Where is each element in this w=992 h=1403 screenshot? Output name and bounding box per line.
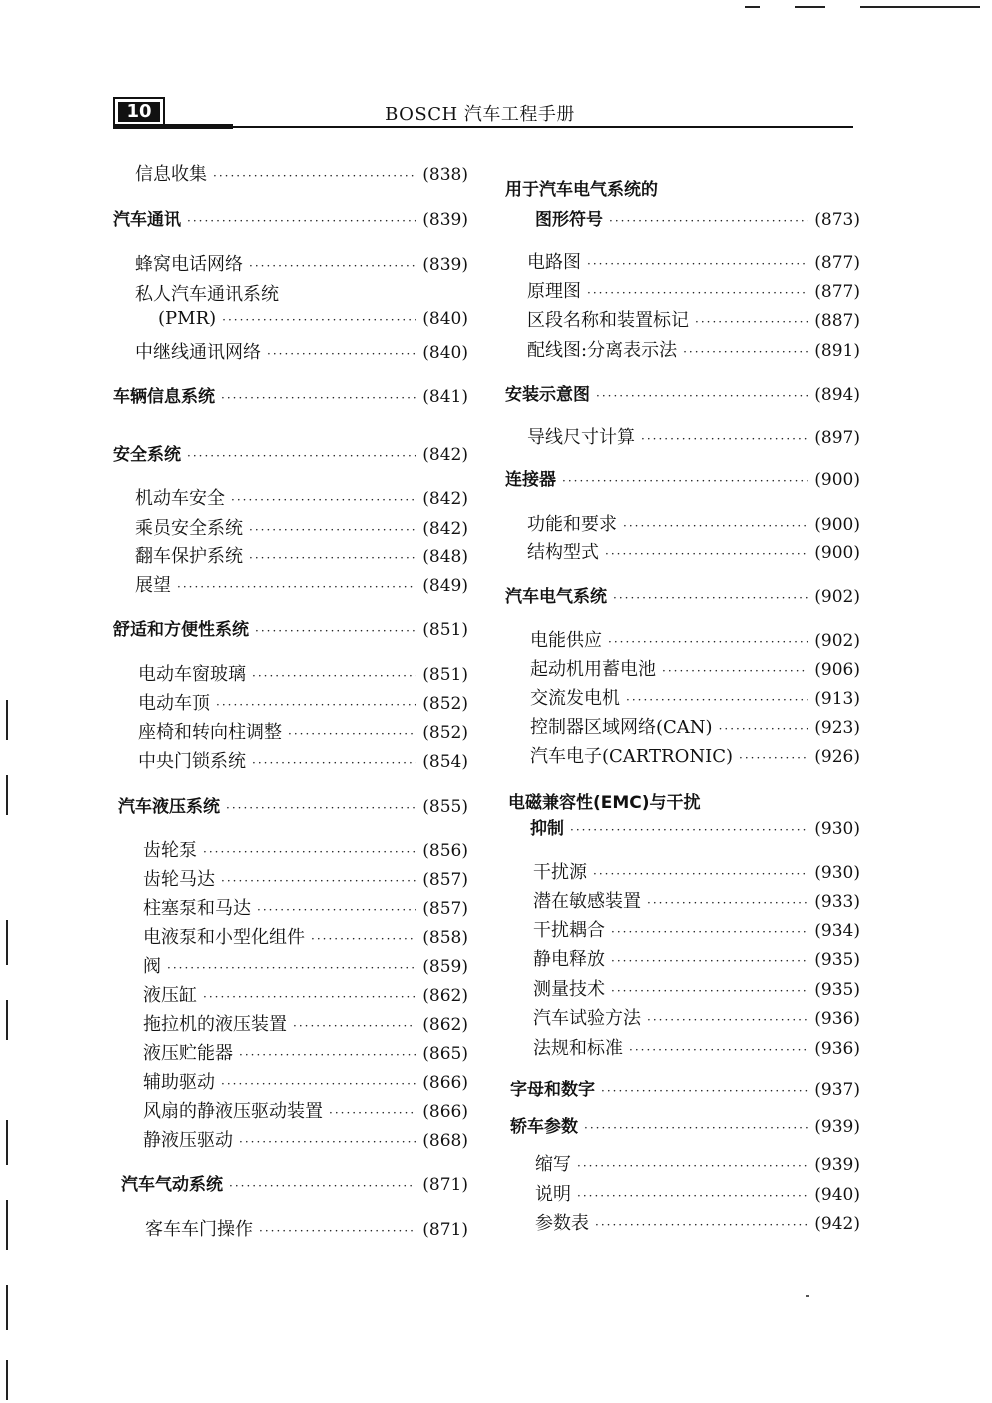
toc-entry <box>505 713 860 739</box>
leader-dots <box>187 449 416 463</box>
toc-entry <box>505 248 860 274</box>
toc-entry-page: (902) <box>814 587 860 607</box>
toc-entry-page: (840) <box>422 343 468 363</box>
toc-entry-page: (857) <box>422 899 468 919</box>
scan-mark <box>6 700 8 740</box>
toc-section-entry <box>505 465 860 490</box>
toc-entry <box>113 660 468 686</box>
leader-dots <box>647 896 808 910</box>
toc-entry <box>505 742 860 768</box>
toc-entry <box>113 923 468 949</box>
toc-entry-page: (940) <box>814 1185 860 1205</box>
toc-entry <box>505 1150 860 1176</box>
leader-dots <box>203 990 416 1004</box>
toc-entry <box>505 1034 860 1060</box>
toc-entry-page: (906) <box>814 660 860 680</box>
toc-entry-title: 汽车电子(CARTRONIC) <box>530 746 734 767</box>
toc-entry <box>113 981 468 1007</box>
toc-entry-page: (854) <box>422 752 468 772</box>
leader-dots <box>167 961 416 975</box>
toc-entry-title: 轿车参数 <box>510 1117 578 1137</box>
toc-entry-title: 法规和标准 <box>533 1038 623 1059</box>
toc-entry-title: 干扰源 <box>533 862 587 883</box>
toc-entry <box>113 338 468 364</box>
toc-entry-title: 液压缸 <box>143 985 197 1006</box>
toc-entry-title: 电动车窗玻璃 <box>138 664 246 685</box>
toc-entry-page: (871) <box>422 1220 468 1240</box>
toc-entry-page: (858) <box>422 928 468 948</box>
toc-entry-page: (900) <box>814 543 860 563</box>
toc-entry-title: 柱塞泵和马达 <box>143 898 251 919</box>
toc-entry-page: (930) <box>814 863 860 883</box>
toc-section-entry <box>505 1112 860 1137</box>
toc-entry-title: 干扰耦合 <box>533 920 605 941</box>
toc-entry <box>113 894 468 920</box>
toc-section-entry <box>505 175 860 200</box>
toc-entry-title: 蜂窝电话网络 <box>135 254 243 275</box>
toc-entry-title: 阀 <box>143 956 161 977</box>
header-rule <box>113 126 853 128</box>
toc-entry-page: (842) <box>422 489 468 509</box>
toc-entry-title: 图形符号 <box>535 210 603 230</box>
leader-dots <box>249 259 416 273</box>
toc-entry-page: (839) <box>422 255 468 275</box>
scan-mark <box>6 775 8 815</box>
leader-dots <box>249 551 416 565</box>
toc-entry <box>113 1126 468 1152</box>
toc-entry-title: 电动车顶 <box>138 693 210 714</box>
toc-entry-page: (866) <box>422 1073 468 1093</box>
toc-entry <box>505 423 860 449</box>
leader-dots <box>222 313 416 327</box>
leader-dots <box>683 345 808 359</box>
toc-entry <box>505 887 860 913</box>
toc-entry-title: 液压贮能器 <box>143 1043 233 1064</box>
toc-entry-title: 区段名称和装置标记 <box>527 310 689 331</box>
toc-entry-title: 展望 <box>135 575 171 596</box>
leader-dots <box>626 693 808 707</box>
toc-entry-title: 静液压驱动 <box>143 1130 233 1151</box>
toc-entry-title: 结构型式 <box>527 542 599 563</box>
toc-entry-page: (935) <box>814 950 860 970</box>
toc-entry-page: (913) <box>814 689 860 709</box>
toc-entry-page: (866) <box>422 1102 468 1122</box>
toc-entry <box>505 510 860 536</box>
toc-entry-title: 汽车液压系统 <box>118 797 220 817</box>
leader-dots <box>259 1224 416 1238</box>
leader-dots <box>611 984 808 998</box>
toc-entry-page: (926) <box>814 747 860 767</box>
scan-mark <box>6 920 8 965</box>
toc-entry-page: (937) <box>814 1080 860 1100</box>
toc-section-entry <box>505 1075 860 1100</box>
toc-entry-page: (852) <box>422 694 468 714</box>
toc-entry-page: (868) <box>422 1131 468 1151</box>
toc-entry-page: (877) <box>814 253 860 273</box>
toc-entry-page: (933) <box>814 892 860 912</box>
toc-section-entry <box>505 788 860 813</box>
toc-entry-title: 抑制 <box>530 819 564 839</box>
toc-entry <box>113 280 468 306</box>
scan-mark <box>860 6 980 8</box>
page-number: 10 <box>118 102 160 122</box>
toc-entry-page: (871) <box>422 1175 468 1195</box>
toc-section-entry <box>113 205 468 230</box>
toc-entry-title: 电液泵和小型化组件 <box>143 927 305 948</box>
toc-entry-page: (939) <box>814 1117 860 1137</box>
leader-dots <box>257 903 416 917</box>
toc-entry-title: 安装示意图 <box>505 385 590 405</box>
leader-dots <box>605 547 808 561</box>
leader-dots <box>695 315 808 329</box>
leader-dots <box>177 580 416 594</box>
leader-dots <box>249 523 416 537</box>
toc-entry-page: (857) <box>422 870 468 890</box>
scan-mark <box>795 6 825 8</box>
leader-dots <box>267 347 416 361</box>
toc-entry-title: 电能供应 <box>530 630 602 651</box>
leader-dots <box>584 1121 808 1135</box>
toc-entry-title: 风扇的静液压驱动装置 <box>143 1101 323 1122</box>
leader-dots <box>203 845 416 859</box>
toc-entry-title: 交流发电机 <box>530 688 620 709</box>
toc-section-entry <box>113 440 468 465</box>
leader-dots <box>213 169 416 183</box>
toc-entry-page: (936) <box>814 1039 860 1059</box>
toc-entry-page: (852) <box>422 723 468 743</box>
leader-dots <box>587 286 808 300</box>
toc-entry-page: (849) <box>422 576 468 596</box>
scan-mark <box>6 1360 8 1400</box>
page-number-badge <box>113 97 165 127</box>
toc-entry-title: 汽车试验方法 <box>533 1008 641 1029</box>
toc-entry-page: (851) <box>422 665 468 685</box>
toc-entry-page: (839) <box>422 210 468 230</box>
toc-entry-title: 乘员安全系统 <box>135 518 243 539</box>
toc-entry-title: 中央门锁系统 <box>138 751 246 772</box>
toc-section-entry <box>505 205 860 230</box>
leader-dots <box>609 214 808 228</box>
toc-entry-title: 字母和数字 <box>510 1080 595 1100</box>
leader-dots <box>311 932 416 946</box>
toc-section-entry <box>113 615 468 640</box>
toc-entry-page: (873) <box>814 210 860 230</box>
leader-dots <box>229 1179 416 1193</box>
toc-entry <box>505 1209 860 1235</box>
toc-entry-page: (855) <box>422 797 468 817</box>
toc-entry-title: 信息收集 <box>135 164 207 185</box>
toc-entry <box>505 858 860 884</box>
toc-entry-page: (862) <box>422 986 468 1006</box>
toc-entry-title: 连接器 <box>505 470 556 490</box>
leader-dots <box>221 1077 416 1091</box>
toc-entry-page: (935) <box>814 980 860 1000</box>
toc-entry-title: 配线图:分离表示法 <box>527 340 678 361</box>
toc-entry <box>505 538 860 564</box>
leader-dots <box>216 698 416 712</box>
leader-dots <box>221 391 416 405</box>
toc-entry-title: 说明 <box>535 1184 571 1205</box>
leader-dots <box>329 1106 416 1120</box>
leader-dots <box>719 722 809 736</box>
toc-entry-page: (838) <box>422 165 468 185</box>
leader-dots <box>293 1019 416 1033</box>
toc-entry <box>505 1004 860 1030</box>
leader-dots <box>595 1218 808 1232</box>
toc-entry <box>113 747 468 773</box>
toc-entry-page: (891) <box>814 341 860 361</box>
toc-section-entry <box>113 792 468 817</box>
toc-entry <box>505 916 860 942</box>
toc-section-entry <box>113 1170 468 1195</box>
toc-entry <box>113 571 468 597</box>
toc-entry-title: 汽车通讯 <box>113 210 181 230</box>
toc-entry <box>113 1039 468 1065</box>
toc-entry-page: (842) <box>422 519 468 539</box>
leader-dots <box>587 257 808 271</box>
toc-entry-title: 安全系统 <box>113 445 181 465</box>
toc-entry-title: 汽车气动系统 <box>121 1175 223 1195</box>
toc-entry-page: (900) <box>814 470 860 490</box>
toc-entry <box>113 514 468 540</box>
toc-entry <box>505 945 860 971</box>
toc-entry-page: (851) <box>422 620 468 640</box>
toc-entry-title: 导线尺寸计算 <box>527 427 635 448</box>
leader-dots <box>239 1135 416 1149</box>
leader-dots <box>577 1189 808 1203</box>
toc-entry <box>505 684 860 710</box>
toc-entry-title: 齿轮泵 <box>143 840 197 861</box>
leader-dots <box>613 591 808 605</box>
toc-entry-title: 客车车门操作 <box>145 1219 253 1240</box>
toc-section-entry <box>505 814 860 839</box>
toc-section-entry <box>505 380 860 405</box>
leader-dots <box>562 474 808 488</box>
toc-entry <box>113 1068 468 1094</box>
toc-entry-title: 拖拉机的液压装置 <box>143 1014 287 1035</box>
toc-entry-title: 舒适和方便性系统 <box>113 620 249 640</box>
toc-entry-page: (862) <box>422 1015 468 1035</box>
toc-entry <box>113 484 468 510</box>
toc-entry <box>113 250 468 276</box>
toc-entry-page: (936) <box>814 1009 860 1029</box>
toc-entry-title: (PMR) <box>158 308 217 329</box>
toc-entry-page: (939) <box>814 1155 860 1175</box>
toc-entry-title: 测量技术 <box>533 979 605 1000</box>
leader-dots <box>593 867 808 881</box>
toc-entry <box>113 689 468 715</box>
toc-entry-page: (897) <box>814 428 860 448</box>
toc-entry <box>505 306 860 332</box>
leader-dots <box>187 214 416 228</box>
leader-dots <box>239 1048 416 1062</box>
toc-entry-title: 私人汽车通讯系统 <box>135 284 279 305</box>
leader-dots <box>288 727 416 741</box>
toc-entry-title: 参数表 <box>535 1213 589 1234</box>
leader-dots <box>629 1043 808 1057</box>
toc-entry-title: 电磁兼容性(EMC)与干扰 <box>508 793 701 813</box>
toc-entry <box>505 277 860 303</box>
toc-entry-page: (865) <box>422 1044 468 1064</box>
leader-dots <box>611 954 808 968</box>
scan-mark <box>6 1200 8 1250</box>
toc-entry-page: (856) <box>422 841 468 861</box>
toc-entry-title: 车辆信息系统 <box>113 387 215 407</box>
toc-entry <box>113 542 468 568</box>
leader-dots <box>252 669 416 683</box>
leader-dots <box>255 624 416 638</box>
toc-entry-title: 辅助驱动 <box>143 1072 215 1093</box>
toc-entry-title: 功能和要求 <box>527 514 617 535</box>
toc-entry-title: 潜在敏感装置 <box>533 891 641 912</box>
toc-entry-title: 电路图 <box>527 252 581 273</box>
toc-entry-title: 起动机用蓄电池 <box>530 659 656 680</box>
toc-entry-title: 翻车保护系统 <box>135 546 243 567</box>
toc-entry-page: (840) <box>422 309 468 329</box>
leader-dots <box>739 751 808 765</box>
scan-mark <box>745 6 760 8</box>
toc-entry-page: (934) <box>814 921 860 941</box>
toc-entry-page: (902) <box>814 631 860 651</box>
toc-entry <box>113 952 468 978</box>
toc-entry <box>113 865 468 891</box>
toc-entry-page: (887) <box>814 311 860 331</box>
toc-entry-page: (930) <box>814 819 860 839</box>
header-title: BOSCH 汽车工程手册 <box>385 104 575 125</box>
leader-dots <box>641 432 808 446</box>
toc-entry-title: 机动车安全 <box>135 488 225 509</box>
toc-entry <box>505 975 860 1001</box>
scan-mark <box>6 1000 8 1040</box>
leader-dots <box>662 664 808 678</box>
scan-mark <box>6 1285 8 1330</box>
leader-dots <box>226 801 416 815</box>
toc-entry-title: 控制器区域网络(CAN) <box>530 717 713 738</box>
leader-dots <box>611 925 808 939</box>
toc-entry <box>505 655 860 681</box>
toc-entry-page: (900) <box>814 515 860 535</box>
toc-entry-page: (942) <box>814 1214 860 1234</box>
scan-mark <box>6 1120 8 1165</box>
toc-entry <box>113 836 468 862</box>
toc-entry-page: (842) <box>422 445 468 465</box>
leader-dots <box>601 1084 808 1098</box>
toc-entry-page: (841) <box>422 387 468 407</box>
leader-dots <box>221 874 416 888</box>
toc-entry <box>113 718 468 744</box>
toc-entry <box>505 1180 860 1206</box>
toc-entry-page: (923) <box>814 718 860 738</box>
scan-speck <box>806 1295 809 1297</box>
toc-entry <box>113 1097 468 1123</box>
toc-entry <box>505 336 860 362</box>
toc-entry-page: (894) <box>814 385 860 405</box>
leader-dots <box>623 519 808 533</box>
toc-entry-title: 座椅和转向柱调整 <box>138 722 282 743</box>
toc-entry-title: 齿轮马达 <box>143 869 215 890</box>
toc-entry <box>505 626 860 652</box>
toc-entry <box>113 1215 468 1241</box>
toc-entry-title: 静电释放 <box>533 949 605 970</box>
toc-entry-title: 用于汽车电气系统的 <box>505 180 658 200</box>
toc-entry <box>113 1010 468 1036</box>
toc-section-entry <box>505 582 860 607</box>
leader-dots <box>570 823 808 837</box>
leader-dots <box>252 756 416 770</box>
toc-entry <box>113 308 468 329</box>
leader-dots <box>608 635 808 649</box>
toc-entry-title: 缩写 <box>535 1154 571 1175</box>
toc-entry-title: 汽车电气系统 <box>505 587 607 607</box>
toc-entry-page: (877) <box>814 282 860 302</box>
toc-entry-title: 原理图 <box>527 281 581 302</box>
leader-dots <box>647 1013 808 1027</box>
toc-entry-page: (859) <box>422 957 468 977</box>
toc-section-entry <box>113 382 468 407</box>
toc-entry-title: 中继线通讯网络 <box>135 342 261 363</box>
leader-dots <box>577 1159 808 1173</box>
toc-entry-page: (848) <box>422 547 468 567</box>
leader-dots <box>596 389 808 403</box>
leader-dots <box>231 493 416 507</box>
toc-entry <box>113 160 468 186</box>
